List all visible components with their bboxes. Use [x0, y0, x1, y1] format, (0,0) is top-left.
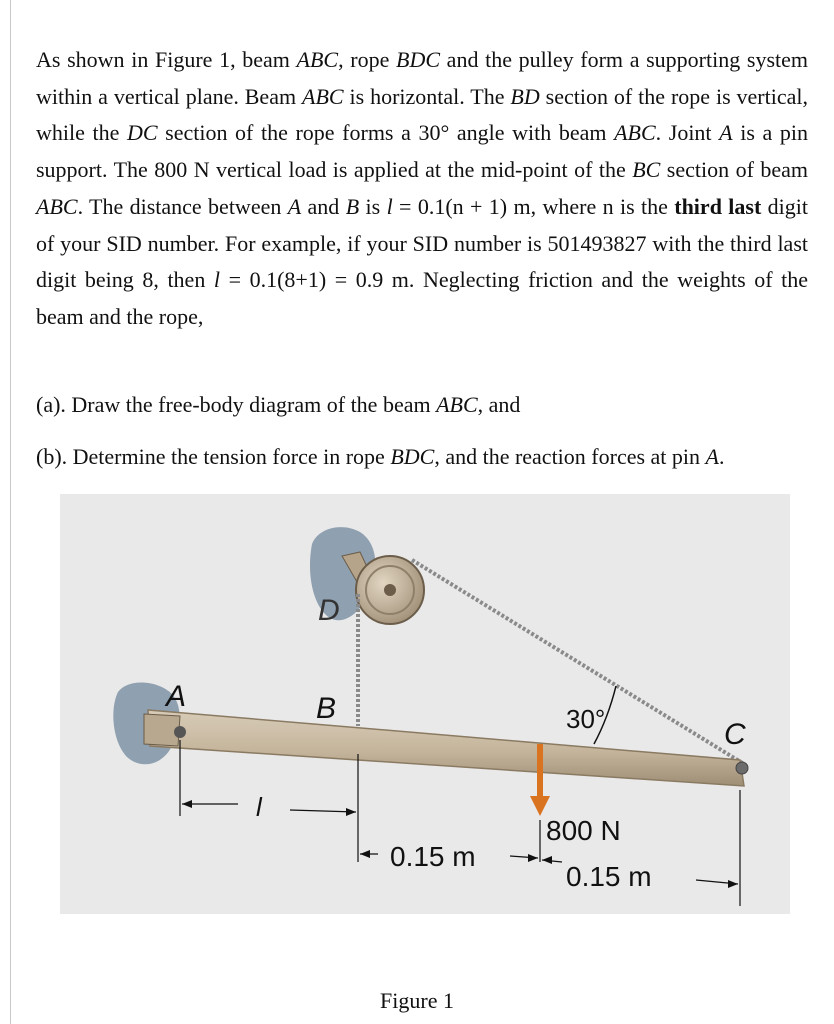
question-part-b: (b). Determine the tension force in rope BDC, and the reaction forces at pin A.	[36, 444, 725, 469]
dim-bm-label: 0.15 m	[390, 841, 476, 872]
emphasis-third-last: third last	[674, 193, 762, 219]
question-part-a: (a). Draw the free-body diagram of the beam ABC, and	[36, 392, 521, 417]
label-c: C	[724, 718, 746, 751]
page-left-border	[10, 0, 11, 1024]
angle-label: 30°	[566, 704, 606, 734]
problem-paragraph: As shown in Figure 1, beam ABC, rope BDC and the pulley form a supporting system within a vertical plane. Beam ABC is horizontal. The BD section of the rope is vertical, while the DC section of the rope forms a 30° angle with beam ABC. Joint A is a pin support. The 800 N vertical load is applied at the mid-point of the BC section of beam ABC. The distance between A and B is l = 0.1(n + 1) m, where n is the third last digit of your SID number. For example, if your SID number is 501493827 with the third last digit being 8, then l = 0.1(8+1) = 0.9 m. Neglecting friction and the weights of the beam and the rope,	[36, 47, 809, 329]
pin-a	[174, 726, 186, 738]
beam-pulley-diagram	[60, 494, 790, 914]
pin-c	[736, 762, 748, 774]
pulley-axle	[384, 584, 396, 596]
dim-l-label: l	[256, 792, 262, 822]
load-label: 800 N	[546, 815, 621, 846]
label-d: D	[318, 594, 340, 627]
dim-mc-label: 0.15 m	[566, 861, 652, 892]
label-a: A	[166, 680, 187, 713]
label-b: B	[316, 692, 337, 725]
figure-1	[60, 494, 790, 914]
problem-statement	[36, 42, 808, 336]
figure-caption: Figure 1	[380, 988, 454, 1013]
